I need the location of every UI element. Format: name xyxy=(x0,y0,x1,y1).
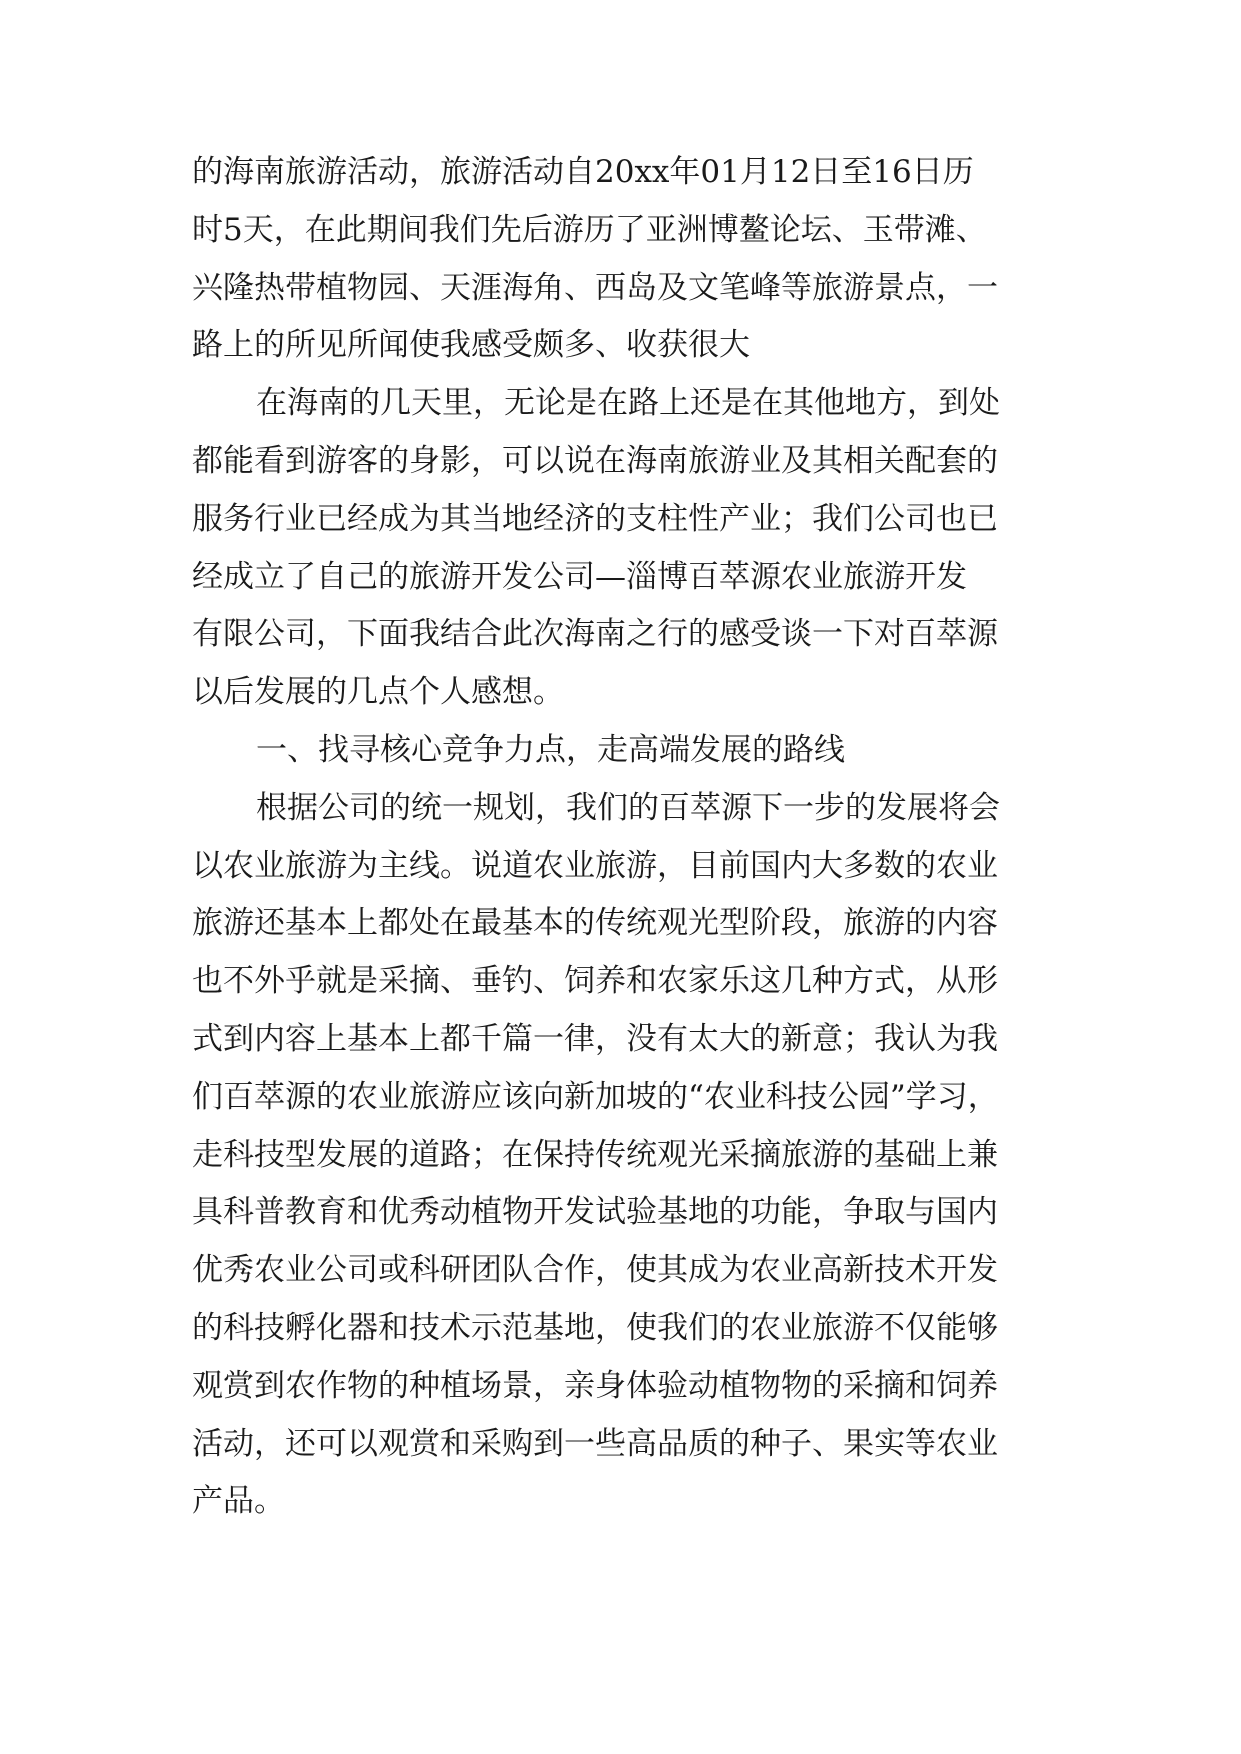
text-line: 的科技孵化器和技术示范基地，使我们的农业旅游不仅能够 xyxy=(192,1310,998,1346)
text-line: 旅游还基本上都处在最基本的传统观光型阶段，旅游的内容 xyxy=(192,905,998,942)
text-line: 服务行业已经成为其当地经济的支柱性产业；我们公司也已 xyxy=(192,500,998,537)
text-line: 有限公司，下面我结合此次海南之行的感受谈一下对百萃源 xyxy=(192,616,998,653)
text-line: 以农业旅游为主线。说道农业旅游，目前国内大多数的农业 xyxy=(192,847,998,884)
text-line: 以后发展的几点个人感想。 xyxy=(192,674,564,711)
text-line: 路上的所见所闻使我感受颇多、收获很大 xyxy=(192,327,750,364)
text-line: 的海南旅游活动，旅游活动自20xx年01月12日至16日历 xyxy=(192,154,974,190)
text-line: 产品。 xyxy=(192,1483,285,1520)
text-line: 都能看到游客的身影，可以说在海南旅游业及其相关配套的 xyxy=(192,443,998,479)
text-line: 在海南的几天里，无论是在路上还是在其他地方，到处 xyxy=(256,385,1000,422)
text-line: 也不外乎就是采摘、垂钓、饲养和农家乐这几种方式，从形 xyxy=(192,963,998,1000)
text-line: 兴隆热带植物园、天涯海角、西岛及文笔峰等旅游景点，一 xyxy=(192,269,998,306)
text-line: 走科技型发展的道路；在保持传统观光采摘旅游的基础上兼 xyxy=(192,1136,998,1173)
text-line: 活动，还可以观赏和采购到一些高品质的种子、果实等农业 xyxy=(192,1425,998,1462)
text-line: 优秀农业公司或科研团队合作，使其成为农业高新技术开发 xyxy=(192,1252,998,1289)
text-line: 具科普教育和优秀动植物开发试验基地的功能，争取与国内 xyxy=(192,1194,998,1231)
section-heading: 一、找寻核心竞争力点，走高端发展的路线 xyxy=(256,732,845,768)
text-line: 根据公司的统一规划，我们的百萃源下一步的发展将会 xyxy=(256,789,1000,826)
text-line: 时5天，在此期间我们先后游历了亚洲博鳌论坛、玉带滩、 xyxy=(192,211,987,248)
text-line: 式到内容上基本上都千篇一律，没有太大的新意；我认为我 xyxy=(192,1021,998,1057)
text-line: 观赏到农作物的种植场景，亲身体验动植物物的采摘和饲养 xyxy=(192,1367,998,1404)
text-line: 经成立了自己的旅游开发公司—淄博百萃源农业旅游开发 xyxy=(192,558,967,595)
text-line: 们百萃源的农业旅游应该向新加坡的“农业科技公园”学习， xyxy=(192,1078,999,1115)
